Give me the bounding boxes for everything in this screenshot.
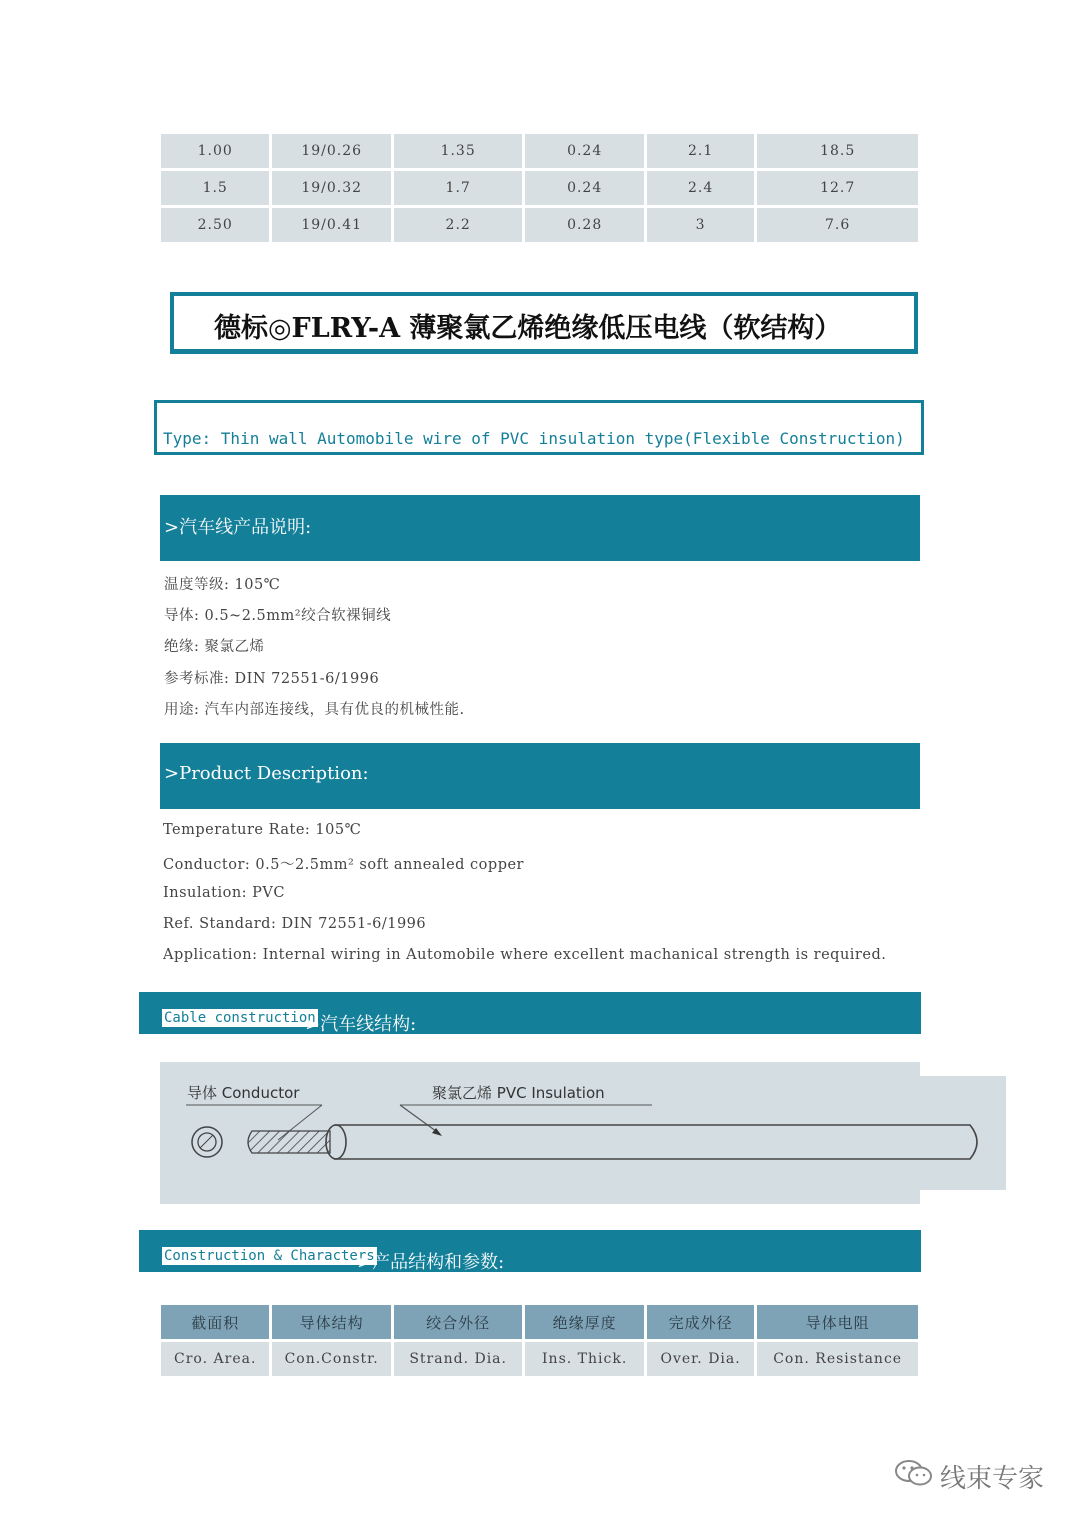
table-cell: 0.24 [525, 134, 643, 168]
table-cell: 3 [647, 208, 754, 242]
title-box [170, 292, 918, 354]
table-cell: 1.00 [161, 134, 269, 168]
cn-desc-line: 温度等级: 105℃ [164, 577, 281, 593]
table-cell: 1.7 [394, 171, 523, 205]
table-cell: 1.35 [394, 134, 523, 168]
header-cell: Con. Resistance [757, 1342, 918, 1376]
header-cell: 绞合外径 [394, 1305, 523, 1339]
top-data-table [158, 131, 921, 245]
header-cell: 截面积 [161, 1305, 269, 1339]
header-cell: Ins. Thick. [525, 1342, 643, 1376]
header-cell: Over. Dia. [647, 1342, 754, 1376]
en-desc-line: Temperature Rate: 105℃ [163, 822, 362, 838]
construction-characters-label: >产品结构和参数: [357, 1252, 505, 1273]
type-box [154, 400, 924, 455]
header-row-cn [161, 1305, 918, 1339]
table-cell: 0.28 [525, 208, 643, 242]
insulation-label: 聚氯乙烯 PVC Insulation [432, 1084, 605, 1102]
en-desc-line: Conductor: 0.5～2.5mm² soft annealed copper [163, 857, 524, 873]
table-row [161, 134, 918, 168]
characters-header-table [158, 1302, 921, 1379]
table-cell: 2.1 [647, 134, 754, 168]
en-section-bar [160, 743, 920, 809]
cable-construction-label: >汽车线结构: [305, 1014, 417, 1035]
page-title: 德标◎FLRY-A 薄聚氯乙烯绝缘低压电线（软结构） [214, 313, 842, 344]
table-cell: 1.5 [161, 171, 269, 205]
cn-desc-line: 绝缘: 聚氯乙烯 [164, 639, 265, 655]
table-cell: 19/0.26 [272, 134, 390, 168]
table-cell: 0.24 [525, 171, 643, 205]
header-cell: 导体结构 [272, 1305, 390, 1339]
header-cell: Con.Constr. [272, 1342, 390, 1376]
en-desc-line: Insulation: PVC [163, 885, 285, 901]
header-cell: Cro. Area. [161, 1342, 269, 1376]
table-cell: 2.4 [647, 171, 754, 205]
cable-diagram [160, 1062, 1006, 1204]
header-cell: 绝缘厚度 [525, 1305, 643, 1339]
table-cell: 19/0.32 [272, 171, 390, 205]
cable-construction-bar [139, 992, 921, 1034]
table-cell: 2.50 [161, 208, 269, 242]
wechat-icon [894, 1458, 934, 1495]
header-cell: 导体电阻 [757, 1305, 918, 1339]
table-row [161, 208, 918, 242]
table-cell: 12.7 [757, 171, 918, 205]
cn-desc-line: 用途: 汽车内部连接线，具有优良的机械性能. [164, 702, 465, 718]
watermark-text: 线束专家 [939, 1464, 1044, 1494]
table-cell: 7.6 [757, 208, 918, 242]
conductor-label: 导体 Conductor [187, 1084, 300, 1102]
construction-characters-bar [139, 1230, 921, 1272]
en-desc-line: Application: Internal wiring in Automobile where excellent machanical strength is required. [163, 947, 887, 963]
header-cell: 完成外径 [647, 1305, 754, 1339]
cn-section-heading: >汽车线产品说明: [164, 517, 312, 538]
cn-desc-line: 导体: 0.5~2.5mm²绞合软裸铜线 [164, 608, 392, 624]
header-row-en [161, 1342, 918, 1376]
watermark [894, 1458, 1044, 1495]
cn-section-bar [160, 495, 920, 561]
type-line: Type: Thin wall Automobile wire of PVC insulation type(Flexible Construction) [163, 429, 905, 448]
table-cell: 18.5 [757, 134, 918, 168]
cable-construction-tag: Cable construction [164, 1010, 316, 1026]
cn-desc-line: 参考标准: DIN 72551-6/1996 [164, 671, 380, 687]
construction-characters-tag: Construction & Characters [164, 1248, 375, 1264]
en-section-heading: >Product Description: [164, 763, 369, 784]
table-cell: 2.2 [394, 208, 523, 242]
header-cell: Strand. Dia. [394, 1342, 523, 1376]
table-cell: 19/0.41 [272, 208, 390, 242]
en-desc-line: Ref. Standard: DIN 72551-6/1996 [163, 916, 427, 932]
table-row [161, 171, 918, 205]
